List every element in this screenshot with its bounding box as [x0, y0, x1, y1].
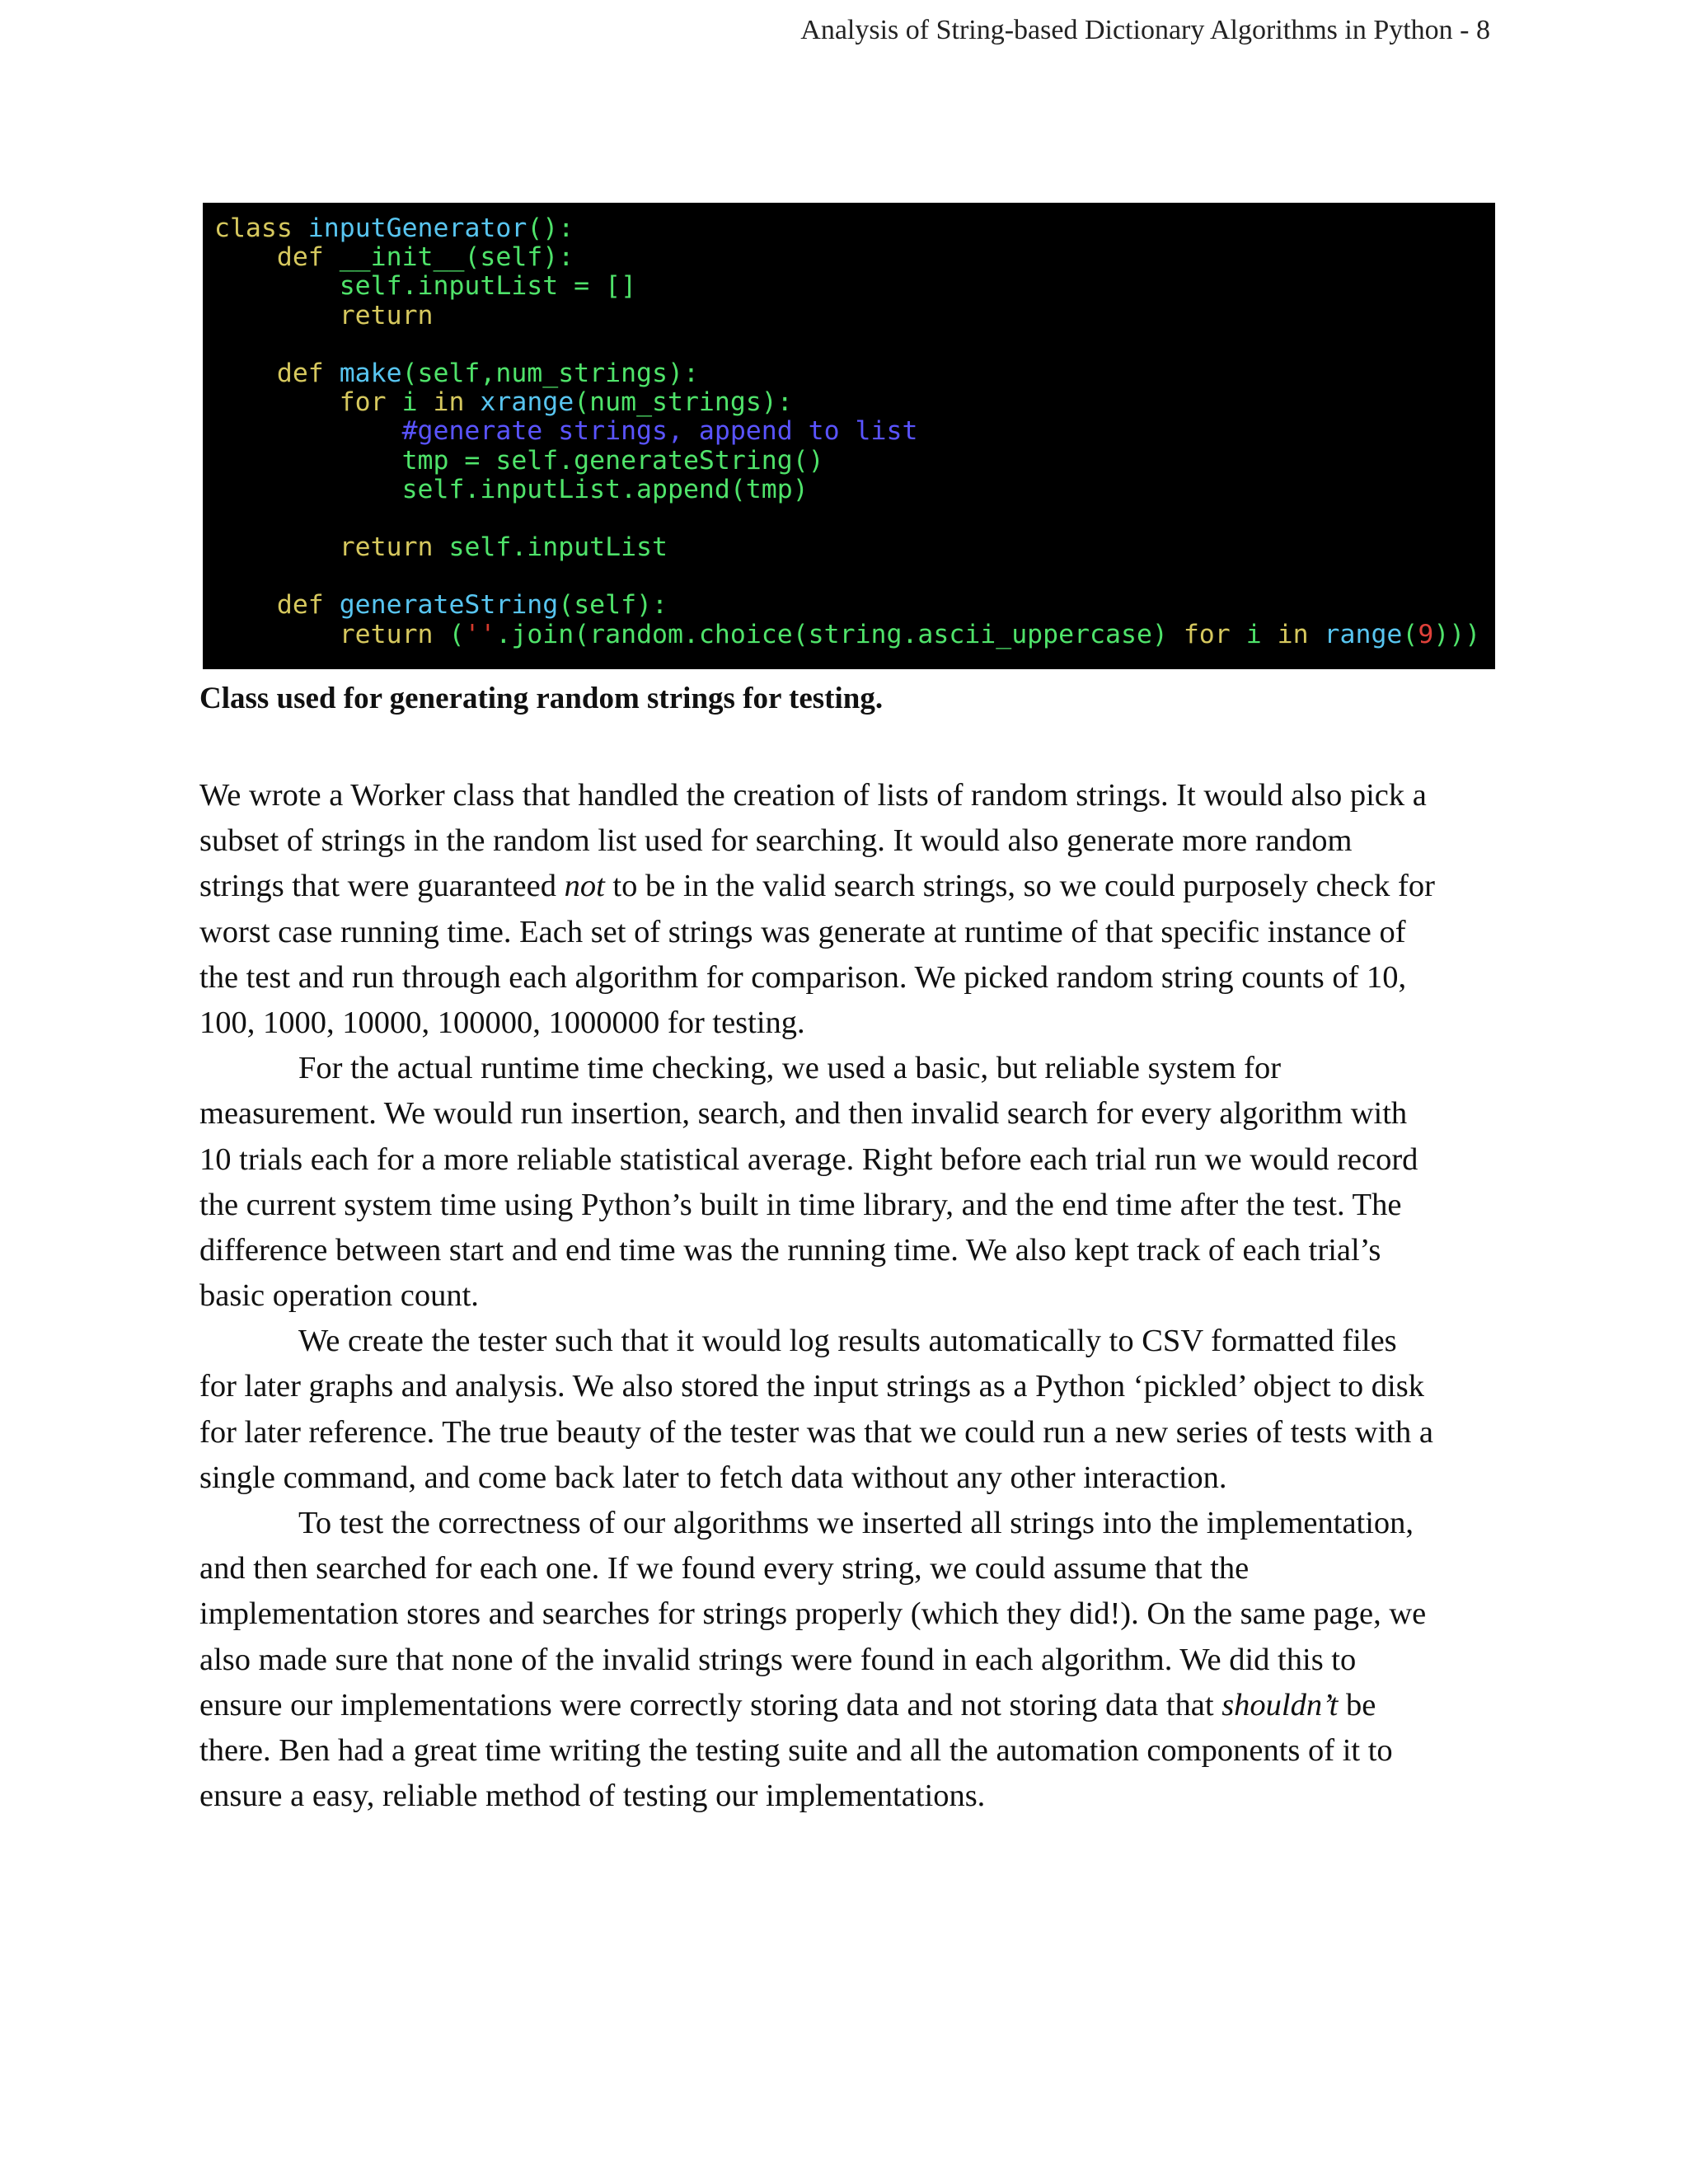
code-token: def	[214, 242, 340, 273]
paragraph	[199, 773, 1493, 1046]
code-line	[214, 302, 1495, 330]
text-line	[199, 1046, 1493, 1091]
code-token: def	[214, 590, 340, 621]
text-segment: be	[1338, 1687, 1376, 1722]
text-segment: also made sure that none of the invalid strings were found in each algorithm. We did this to	[199, 1642, 1357, 1677]
text-segment: We wrote a Worker class that handled the creation of lists of random strings. It would also pick a	[199, 778, 1427, 813]
code-token: )))	[1433, 619, 1481, 649]
text-line	[199, 1410, 1493, 1455]
text-segment: To test the correctness of our algorithms we inserted all strings into the implementation,	[298, 1506, 1414, 1540]
code-line	[214, 621, 1495, 649]
text-segment: implementation stores and searches for strings properly (which they did!). On the same page, we	[199, 1596, 1427, 1632]
code-token: 9	[1418, 619, 1434, 649]
text-segment: 10 trials each for a more reliable statistical average. Right before each trial run we would record	[199, 1141, 1418, 1177]
text-segment: the current system time using Python’s built in time library, and the end time after the test. The	[199, 1187, 1402, 1222]
text-line	[199, 1273, 1493, 1319]
code-token: (self,num_strings):	[401, 358, 699, 388]
code-token: inputGenerator	[307, 213, 528, 243]
text-segment: there. Ben had a great time writing the testing suite and all the automation components of it to	[199, 1732, 1393, 1768]
code-token: in	[433, 387, 481, 418]
code-line	[214, 214, 1495, 243]
paragraph	[199, 1501, 1493, 1819]
code-token: return	[214, 532, 449, 563]
text-line	[199, 1683, 1493, 1728]
code-token: (self):	[464, 242, 574, 273]
text-segment: ensure our implementations were correctly storing data and not storing data that	[199, 1687, 1222, 1722]
code-token: self.inputList	[448, 532, 668, 563]
text-line	[199, 1728, 1493, 1774]
text-segment: single command, and come back later to fetch data without any other interaction.	[199, 1460, 1227, 1495]
paragraph	[199, 1046, 1493, 1319]
text-segment: for later graphs and analysis. We also stored the input strings as a Python ‘pickled’ object to disk	[199, 1369, 1424, 1404]
code-token: (self):	[558, 590, 668, 621]
text-segment: 100, 1000, 10000, 100000, 1000000 for testing.	[199, 1005, 805, 1040]
text-line	[199, 773, 1493, 818]
code-line	[214, 272, 1495, 301]
text-segment: and then searched for each one. If we found every string, we could assume that the	[199, 1551, 1250, 1586]
text-line	[199, 910, 1493, 955]
text-line	[199, 1228, 1493, 1273]
text-segment: for later reference. The true beauty of the tester was that we could run a new series of tests with a	[199, 1414, 1433, 1450]
text-segment: difference between start and end time was the running time. We also kept track of each trial’s	[199, 1232, 1381, 1268]
code-token: ''	[464, 619, 496, 649]
emphasis-text: shouldn’t	[1221, 1687, 1339, 1722]
code-token: for	[1183, 619, 1246, 649]
code-token: range	[1324, 619, 1403, 649]
text-line	[199, 1091, 1493, 1137]
code-token: make	[339, 358, 402, 388]
running-header: Analysis of String-based Dictionary Algorithms in Python - 8	[800, 15, 1490, 45]
text-line	[199, 1501, 1493, 1546]
text-segment: For the actual runtime time checking, we used a basic, but reliable system for	[298, 1051, 1282, 1086]
code-token: __init__	[339, 242, 465, 273]
code-token: ():	[527, 213, 574, 243]
text-line	[199, 1546, 1493, 1591]
code-token: class	[214, 213, 308, 243]
code-line	[214, 533, 1495, 562]
text-segment: ensure a easy, reliable method of testing our implementations.	[199, 1779, 986, 1814]
code-token: return	[214, 300, 434, 330]
code-line	[214, 447, 1495, 476]
code-screenshot	[203, 203, 1495, 669]
text-segment: basic operation count.	[199, 1278, 479, 1314]
text-line	[199, 1591, 1493, 1637]
code-token: xrange	[480, 387, 574, 418]
code-line	[214, 330, 1495, 359]
code-line	[214, 504, 1495, 533]
code-token: generateString	[339, 590, 559, 621]
paragraph	[199, 1319, 1493, 1501]
code-token: in	[1277, 619, 1325, 649]
code-token: return	[214, 619, 449, 649]
code-token: #generate strings, append to list	[214, 416, 918, 447]
text-line	[199, 1183, 1493, 1228]
code-token: tmp = self.generateString()	[214, 445, 824, 476]
code-line	[214, 243, 1495, 272]
code-token: .join(random.choice(string.ascii_uppercase)	[495, 619, 1184, 649]
text-line	[199, 1364, 1493, 1409]
text-segment: measurement. We would run insertion, search, and then invalid search for every algorithm with	[199, 1096, 1408, 1132]
code-line	[214, 562, 1495, 591]
text-segment: to be in the valid search strings, so we could purposely check for	[604, 869, 1435, 904]
code-token: def	[214, 358, 340, 388]
text-line	[199, 1001, 1493, 1046]
text-line	[199, 1774, 1493, 1819]
text-line	[199, 1638, 1493, 1683]
code-token: i	[1245, 619, 1278, 649]
code-token: self.inputList = []	[214, 271, 637, 302]
text-segment: the test and run through each algorithm for comparison. We picked random string counts of 10,	[199, 959, 1407, 995]
code-token: i	[401, 387, 434, 418]
code-line	[214, 591, 1495, 620]
code-line	[214, 417, 1495, 446]
code-token: (	[448, 619, 465, 649]
text-line	[199, 1455, 1493, 1501]
code-line	[214, 359, 1495, 388]
text-segment: We create the tester such that it would log results automatically to CSV formatted files	[298, 1324, 1397, 1359]
code-line	[214, 388, 1495, 417]
text-segment: strings that were guaranteed	[199, 869, 565, 904]
text-segment: subset of strings in the random list used for searching. It would also generate more random	[199, 823, 1353, 859]
text-line	[199, 955, 1493, 1001]
figure-caption: Class used for generating random strings for testing.	[199, 682, 884, 715]
code-token: (num_strings):	[574, 387, 793, 418]
emphasis-text: not	[564, 869, 605, 904]
code-token: for	[214, 387, 402, 418]
text-line	[199, 818, 1493, 864]
code-token: (	[1402, 619, 1418, 649]
code-line	[214, 476, 1495, 504]
body-text	[199, 773, 1493, 1819]
text-line	[199, 1319, 1493, 1364]
text-segment: worst case running time. Each set of strings was generate at runtime of that specific instance of	[199, 914, 1406, 949]
text-line	[199, 864, 1493, 909]
text-line	[199, 1137, 1493, 1183]
code-token: self.inputList.append(tmp)	[214, 474, 809, 504]
